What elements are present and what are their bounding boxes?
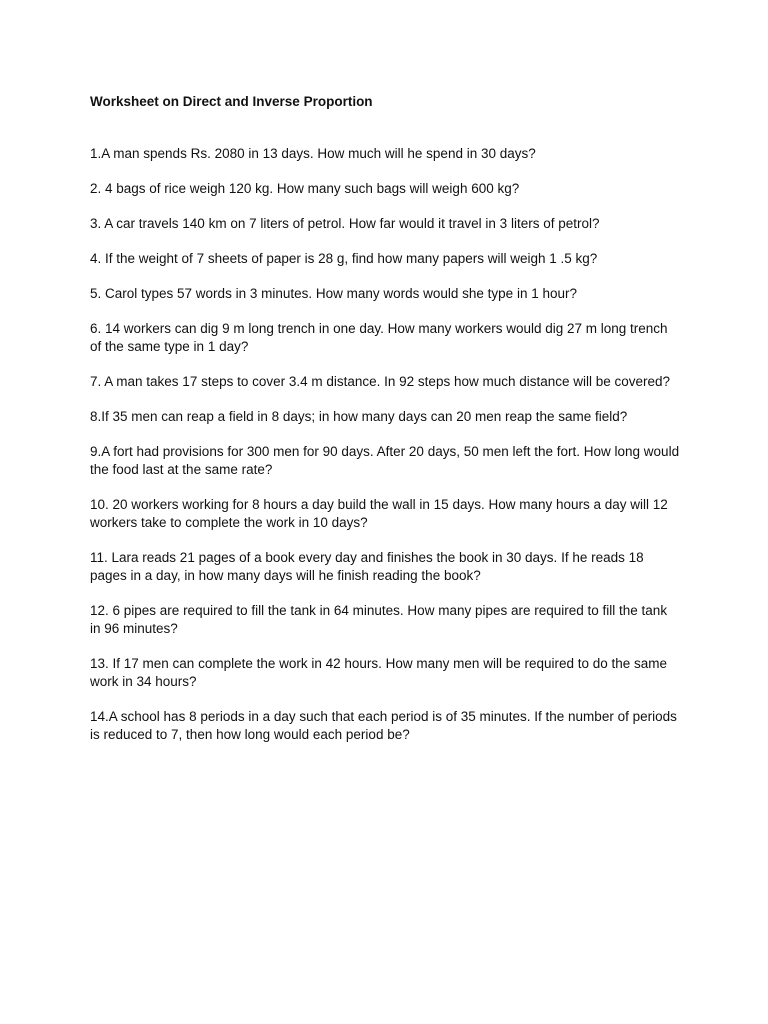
question-14: 14.A school has 8 periods in a day such that each period is of 35 minutes. If the number of periods is reduced to 7, then how long would each period be? xyxy=(90,709,677,742)
question-13: 13. If 17 men can complete the work in 42 hours. How many men will be required to do the same work in 34 hours? xyxy=(90,656,668,689)
question-9: 9.A fort had provisions for 300 men for 90 days. After 20 days, 50 men left the fort. How long would the food last at the same rate? xyxy=(90,444,680,477)
question-6: 6. 14 workers can dig 9 m long trench in one day. How many workers would dig 27 m long trench of the same type in 1 day? xyxy=(90,321,668,354)
question-4: 4. If the weight of 7 sheets of paper is 28 g, find how many papers will weigh 1 .5 kg? xyxy=(90,251,598,266)
question-12: 12. 6 pipes are required to fill the tank in 64 minutes. How many pipes are required to fill the tank in 96 minutes? xyxy=(90,603,668,636)
question-list xyxy=(90,145,680,761)
worksheet-title: Worksheet on Direct and Inverse Proportion xyxy=(90,94,373,109)
question-1: 1.A man spends Rs. 2080 in 13 days. How much will he spend in 30 days? xyxy=(90,146,536,161)
question-8: 8.If 35 men can reap a field in 8 days; in how many days can 20 men reap the same field? xyxy=(90,409,628,424)
question-2: 2. 4 bags of rice weigh 120 kg. How many such bags will weigh 600 kg? xyxy=(90,181,520,196)
question-7: 7. A man takes 17 steps to cover 3.4 m distance. In 92 steps how much distance will be covered? xyxy=(90,374,671,389)
question-5: 5. Carol types 57 words in 3 minutes. How many words would she type in 1 hour? xyxy=(90,286,577,301)
question-11: 11. Lara reads 21 pages of a book every day and finishes the book in 30 days. If he reads 18 pages in a day, in how many days will he finish reading the book? xyxy=(90,550,644,583)
question-10: 10. 20 workers working for 8 hours a day build the wall in 15 days. How many hours a day will 12 workers take to complete the work in 10 days? xyxy=(90,497,668,530)
question-3: 3. A car travels 140 km on 7 liters of petrol. How far would it travel in 3 liters of petrol? xyxy=(90,216,600,231)
